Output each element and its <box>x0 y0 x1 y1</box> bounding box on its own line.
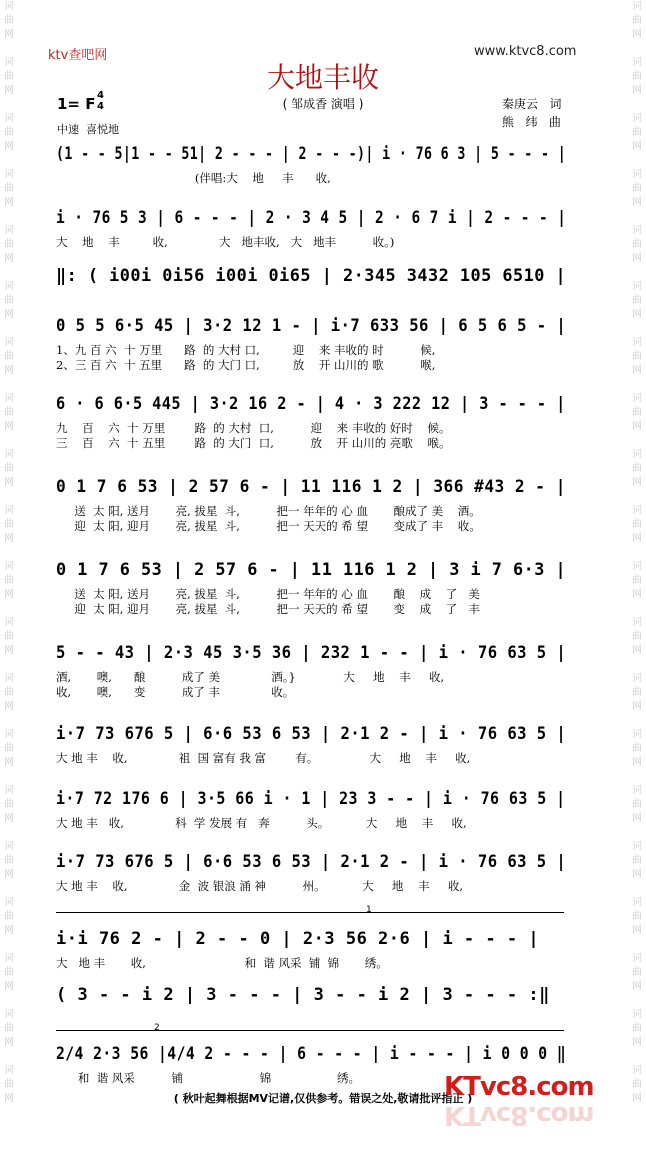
notation-line: i · 76 5 3 | 6 - - - | 2 · 3 4 5 | 2 · 6 7 i | 2 - - - | <box>56 208 567 228</box>
volta-bracket-1 <box>56 912 564 913</box>
logo-text: KTvc8.com <box>444 1072 594 1102</box>
lyric-line: 迎 太 阳, 迎月 亮, 拔星 斗, 把一 天天的 希 望 变成了 丰 收。 <box>56 519 481 533</box>
lyric-line: 迎 太 阳, 迎月 亮, 拔星 斗, 把一 天天的 希 望 变 成 了 丰 <box>56 602 480 616</box>
volta-number-2: 2 <box>154 1023 160 1033</box>
notation-line: 0 1 7 6 53 | 2 57 6 - | 11 116 1 2 | 366 #43 2 - | <box>56 477 566 497</box>
tempo-marking: 中速 喜悦地 <box>57 123 119 136</box>
lyric-line: 大 地 丰 收, 大 地丰收, 大 地丰 收。) <box>56 235 395 249</box>
lyric-line: 大 地 丰 收, 科 学 发展 有 奔 头。 大 地 丰 收, <box>56 816 467 830</box>
notation-line: ‖: ( i00i 0i56 i00i 0i65 | 2·345 3432 105 6510 | <box>56 266 567 286</box>
lyric-line: (伴唱:大 地 丰 收, <box>56 171 331 185</box>
lyric-line: 大 地 丰 收, 金 波 银浪 涌 神 州。 大 地 丰 收, <box>56 879 463 893</box>
lyric-line: 大 地 丰 收, 和 谐 风采 铺 锦 绣。 <box>56 956 388 970</box>
notation-line: i·7 73 676 5 | 6·6 53 6 53 | 2·1 2 - | i · 76 63 5 | <box>56 724 567 744</box>
composer-lyricist-credits: 秦庚云 词 熊 纬 曲 <box>502 97 562 129</box>
lyric-line: 大 地 丰 收, 祖 国 富有 我 富 有。 大 地 丰 收, <box>56 751 471 765</box>
notation-line: i·i 76 2 - | 2 - - 0 | 2·3 56 2·6 | i - - - | <box>56 929 540 949</box>
notation-line: ( 3 - - i 2 | 3 - - - | 3 - - i 2 | 3 - - - :‖ <box>56 985 550 1005</box>
notation-line: 2/4 2·3 56 |4/4 2 - - - | 6 - - - | i - - - | i 0 0 0 ‖ <box>56 1044 567 1064</box>
footer-note: ( 秋叶起舞根据MV记谱,仅供参考。错误之处,敬请批评指正 ) <box>173 1092 473 1105</box>
notation-line: 5 - - 43 | 2·3 45 3·5 36 | 232 1 - - | i · 76 63 5 | <box>56 643 567 663</box>
time-signature: 4 4 <box>97 90 104 112</box>
lyric-line: 2、三 百 六 十 五里 路 的 大门 口, 放 开 山川的 歌 喉, <box>56 358 436 372</box>
notation-line: 6 · 6 6·5 445 | 3·2 16 2 - | 4 · 3 222 12 | 3 - - - | <box>56 394 566 414</box>
lyric-line: 九 百 六 十 万里 路 的 大村 口, 迎 来 丰收的 好时 候。 <box>56 421 451 435</box>
volta-number-1: 1 <box>366 905 372 915</box>
volta-bracket-2 <box>56 1030 564 1031</box>
lyric-line: 1、九 百 六 十 万里 路 的 大村 口, 迎 来 丰收的 时 候, <box>56 343 436 357</box>
song-title: 大地丰收 <box>266 61 379 94</box>
notation-line: i·7 73 676 5 | 6·6 53 6 53 | 2·1 2 - | i · 76 63 5 | <box>56 852 567 872</box>
notation-line: 0 1 7 6 53 | 2 57 6 - | 11 116 1 2 | 3 i 7 6·3 | <box>56 560 567 580</box>
lyric-line: 和 谐 风采 铺 锦 绣。 <box>56 1071 361 1085</box>
notation-line: (1 - - 5|1 - - 51| 2 - - - | 2 - - -)| i · 76 6 3 | 5 - - - | <box>56 144 567 164</box>
key-signature: 1= F <box>57 95 96 113</box>
notation-line: i·7 72 176 6 | 3·5 66 i · 1 | 23 3 - - | i · 76 63 5 | <box>56 789 566 809</box>
lyric-line: 酒, 噢, 酿 成了 美 酒。} 大 地 丰 收, <box>56 670 445 684</box>
site-name-left: ktv查吧网 <box>48 48 108 63</box>
lyric-line: 收, 噢, 变 成了 丰 收。 <box>56 685 295 699</box>
notation-line: 0 5 5 6·5 45 | 3·2 12 1 - | i·7 633 56 | 6 5 6 5 - | <box>56 316 567 336</box>
lyric-line: 送 太 阳, 送月 亮, 拔星 斗, 把一 年年的 心 血 酿 成 了 美 <box>56 587 480 601</box>
site-url-right: www.ktvc8.com <box>474 44 577 59</box>
watermark-column-right: 词 曲 网 词 曲 网 词 曲 网 词 曲 网 词 曲 网 词 曲 网 词 曲 网 词 曲 网 词 曲 网 词 曲 网 词 曲 网 词 曲 网 词 曲 网 词 曲 网 词 曲 网 词 曲 网 词 曲 网 词 曲 网 词 曲 网 词 曲 网 <box>632 1 642 1104</box>
singer-credit: ( 邹成香 演唱 ) <box>282 97 364 111</box>
lyric-line: 三 百 六 十 五里 路 的 大门 口, 放 开 山川的 亮歌 喉。 <box>56 436 451 450</box>
watermark-column-left: 词 曲 网 词 曲 网 词 曲 网 词 曲 网 词 曲 网 词 曲 网 词 曲 网 词 曲 网 词 曲 网 词 曲 网 词 曲 网 词 曲 网 词 曲 网 词 曲 网 词 曲 网 词 曲 网 词 曲 网 词 曲 网 词 曲 网 词 曲 网 <box>4 1 14 1104</box>
ktvc8-logo <box>444 1072 594 1130</box>
lyric-line: 送 太 阳, 送月 亮, 拔星 斗, 把一 年年的 心 血 酿成了 美 酒。 <box>56 504 481 518</box>
logo-reflection: KTvc8.com <box>444 1100 594 1130</box>
